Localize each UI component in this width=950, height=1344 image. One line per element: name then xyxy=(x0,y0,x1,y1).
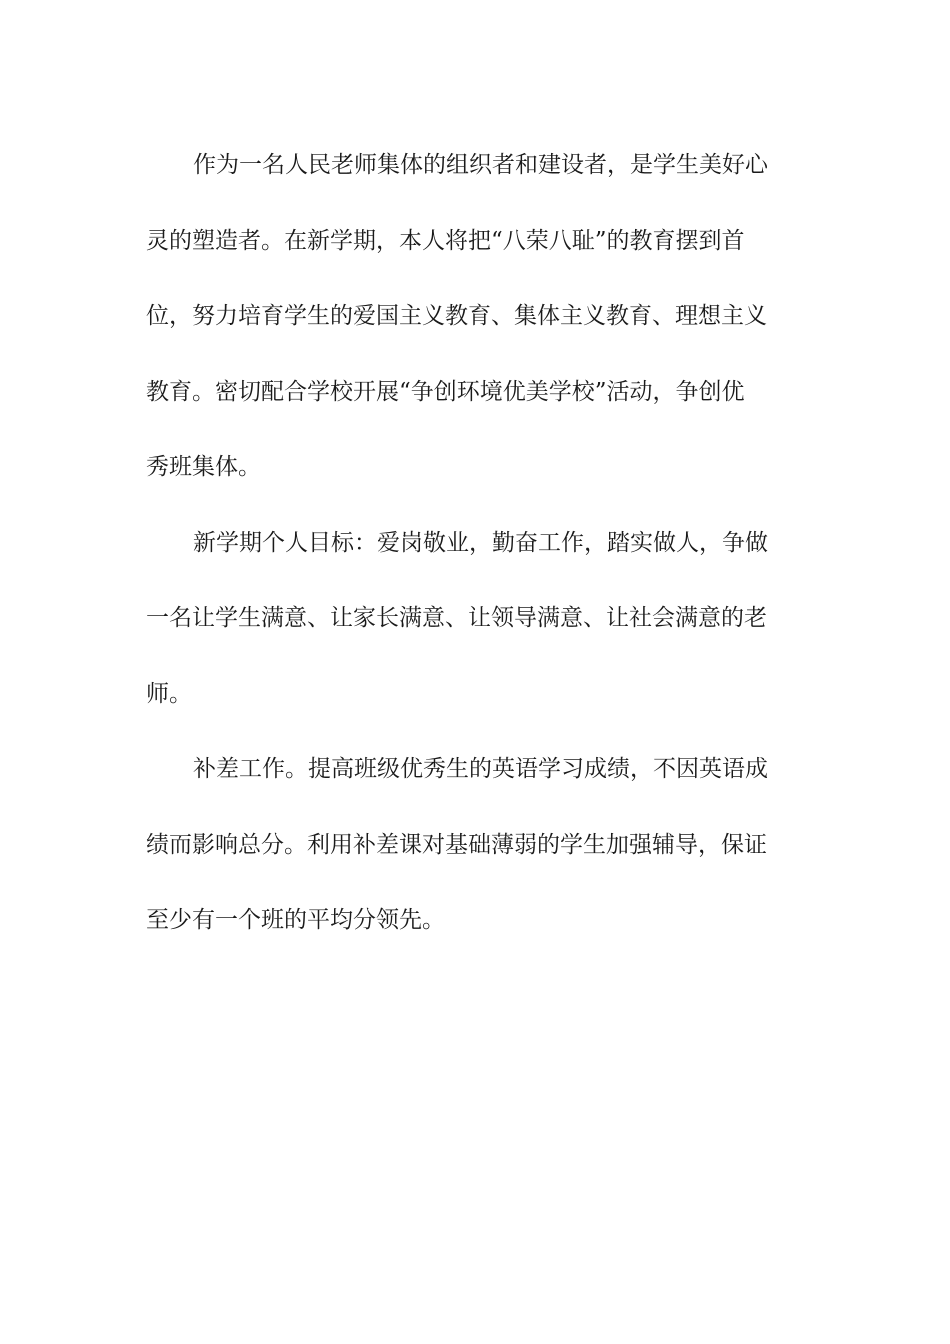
document-body xyxy=(146,128,806,959)
paragraph-personal-goal xyxy=(146,506,806,733)
text-line: 师。 xyxy=(146,680,192,707)
text-line: 位，努力培育学生的爱国主义教育、集体主义教育、理想主义 xyxy=(146,303,767,329)
text-line: 至少有一个班的平均分领先。 xyxy=(146,907,445,933)
text-line: 教育。密切配合学校开展“争创环境优美学校”活动，争创优 xyxy=(146,378,745,405)
text-line: 灵的塑造者。在新学期，本人将把“八荣八耻”的教育摆到首 xyxy=(146,227,745,254)
text-line: 绩而影响总分。利用补差课对基础薄弱的学生加强辅导，保证 xyxy=(146,831,767,858)
text-line: 新学期个人目标：爱岗敬业，勤奋工作，踏实做人，争做 xyxy=(193,529,768,556)
paragraph-class-building xyxy=(146,128,806,506)
text-line: 作为一名人民老师集体的组织者和建设者，是学生美好心 xyxy=(193,152,768,178)
paragraph-remedial-work xyxy=(146,732,806,959)
text-line: 一名让学生满意、让家长满意、让领导满意、让社会满意的老 xyxy=(146,605,767,631)
text-line: 秀班集体。 xyxy=(146,454,261,480)
text-line: 补差工作。提高班级优秀生的英语学习成绩，不因英语成 xyxy=(193,756,768,782)
